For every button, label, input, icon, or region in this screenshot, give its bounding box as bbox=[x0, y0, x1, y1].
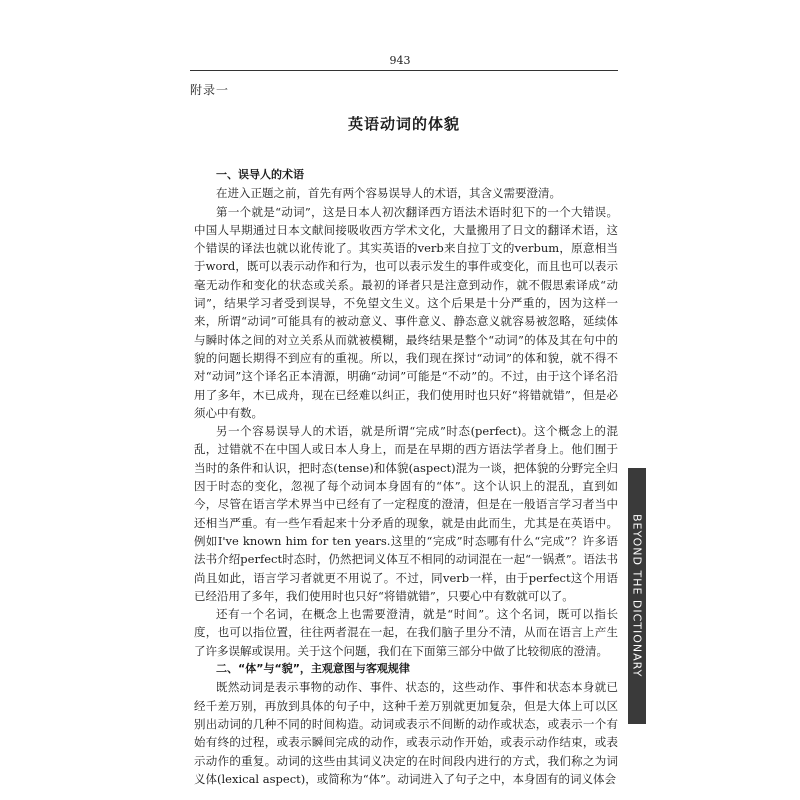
page-number: 943 bbox=[389, 54, 411, 67]
paragraph: 还有一个名词，在概念上也需要澄清，就是“时间”。这个名词，既可以指长度，也可以指位置，往往两者混在一起，在我们脑子里分不清，从而在语言上产生了许多误解或误用。关于这个问题，我们在下面第三部分中做了比较彻底的澄清。 bbox=[194, 607, 618, 658]
side-tab bbox=[628, 468, 646, 724]
paragraph: 既然动词是表示事物的动作、事件、状态的，这些动作、事件和状态本身就已经千差万别，再放到具体的句子中，这种千差万别就更加复杂，但是大体上可以区别出动词的几种不同的时间构造。动词或表示不间断的动作或状态，或表示一个有始有终的过程，或表示瞬间完成的动作，或表示动作开始，或表示动作结束，或表示动作的重复。动词的这些由其词义决定的在时间段内进行的方式，我们称之为词义体(lexical aspect)，或简称为“体”。动词进入了句子之中，本身固有的词义体会 bbox=[194, 680, 618, 786]
paragraph: 第一个就是“动词”，这是日本人初次翻译西方语法术语时犯下的一个大错误。中国人早期通过日本文献间接吸收西方学术文化，大量搬用了日文的翻译术语，这个错误的译法也就以讹传讹了。其实英语的verb来自拉丁文的verbum，原意相当于word，既可以表示动作和行为，也可以表示发生的事件或变化，而且也可以表示毫无动作和变化的状态或关系。最初的译者只是注意到动作，就不假思索译成“动词”，结果学习者受到误导，不免望文生义。这个后果是十分严重的，因为这样一来，所谓“动词”可能具有的被动意义、事件意义、静态意义就容易被忽略，延续体与瞬时体之间的对立关系从而就被模糊，最终结果是整个“动词”的体及其在句中的貌的问题长期得不到应有的重视。所以，我们现在探讨“动词”的体和貌，就不得不对“动词”这个译名正本清源，明确“动词”可能是“不动”的。不过，由于这个译名沿用了多年，木已成舟，现在已经难以纠正，我们使用时也只好“将错就错”，但是必须心中有数。 bbox=[194, 204, 618, 420]
appendix-label: 附录一 bbox=[190, 83, 230, 97]
side-tab-label: BEYOND THE DICTIONARY bbox=[630, 514, 644, 678]
header-rule bbox=[190, 70, 618, 71]
section-heading: 一、误导人的术语 bbox=[216, 168, 304, 181]
section-heading: 二、“体”与“貌”，主观意图与客观规律 bbox=[216, 662, 410, 676]
paragraph: 在进入正题之前，首先有两个容易误导人的术语，其含义需要澄清。 bbox=[216, 186, 561, 201]
paragraph: 另一个容易误导人的术语，就是所谓“完成”时态(perfect)。这个概念上的混乱，过错就不在中国人或日本人身上，而是在早期的西方语法学者身上。他们囿于当时的条件和认识，把时态(tense)和体貌(aspect)混为一谈，把体貌的分野完全归因于时态的变化，忽视了每个动词本身固有的“体”。这个认识上的混乱，直到如今，尽管在语言学术界当中已经有了一定程度的澄清，但是在一般语言学习者当中还相当严重。有一些乍看起来十分矛盾的现象，就是由此而生，尤其是在英语中。例如I've known him for ten years.这里的“完成”时态哪有什么“完成”？许多语法书介绍perfect时态时，仍然把词义体互不相同的动词混在一起“一锅煮”。语法书尚且如此，语言学习者就更不用说了。不过，同verb一样，由于perfect这个用语已经沿用了多年，我们使用时也只好“将错就错”，只要心中有数就可以了。 bbox=[194, 424, 618, 603]
body-text bbox=[194, 166, 618, 788]
chapter-title: 英语动词的体貌 bbox=[347, 115, 460, 133]
